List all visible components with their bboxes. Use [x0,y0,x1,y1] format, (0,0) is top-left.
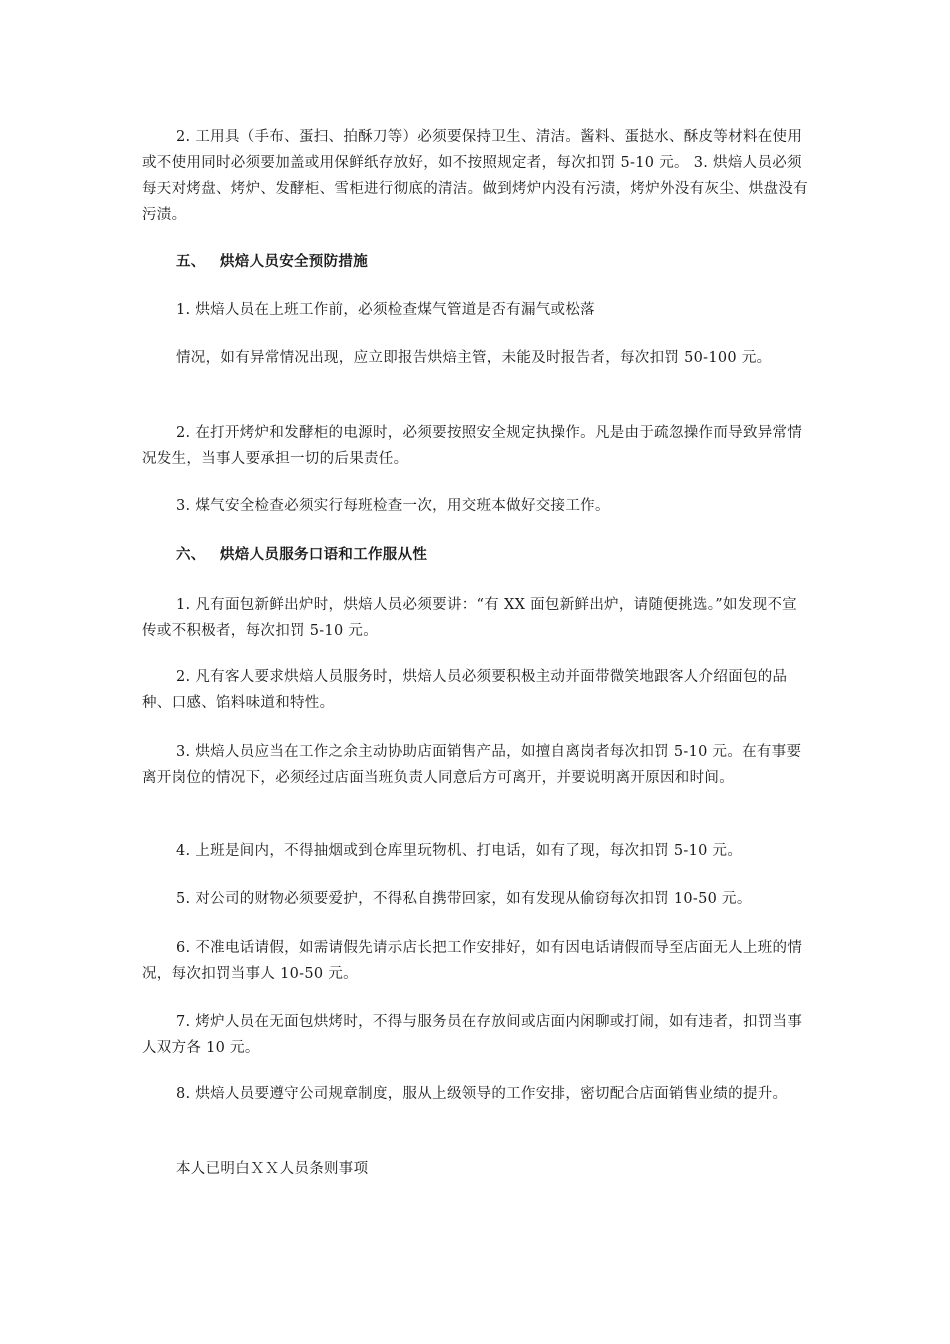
paragraph-fresh-bread-announce: 1. 凡有面包新鲜出炉时，烘焙人员必须要讲：“有 XX 面包新鲜出炉，请随便挑选。”如发现不宣传或不积极者，每次扣罚 5-10 元。 [142,597,797,639]
paragraph-customer-service: 2. 凡有客人要求烘焙人员服务时，烘焙人员必须要积极主动并面带微笑地跟客人介绍面包的品种、口感、馅料味道和特性。 [142,669,788,711]
paragraph-leave-request: 6. 不准电话请假，如需请假先请示店长把工作安排好，如有因电话请假而导至店面无人上班的情况，每次扣罚当事人 10-50 元。 [142,940,803,982]
paragraph-abnormal-report: 情况，如有异常情况出现，应立即报告烘焙主管，未能及时报告者，每次扣罚 50-100 元。 [176,350,772,366]
section-title: 烘焙人员安全预防措施 [220,253,368,270]
paragraph-no-idle-chat: 7. 烤炉人员在无面包烘烤时，不得与服务员在存放间或店面内闲聊或打闹，如有违者，扣罚当事人双方各 10 元。 [142,1014,803,1056]
section-number: 六、 [176,546,206,563]
paragraph-gas-shift-check: 3. 煤气安全检查必须实行每班检查一次，用交班本做好交接工作。 [176,498,610,514]
paragraph-power-safety: 2. 在打开烤炉和发酵柜的电源时，必须要按照安全规定执操作。凡是由于疏忽操作而导致异常情况发生，当事人要承担一切的后果责任。 [142,425,803,467]
paragraph-assist-sales: 3. 烘焙人员应当在工作之余主动协助店面销售产品，如擅自离岗者每次扣罚 5-10 元。在有事要离开岗位的情况下，必须经过店面当班负责人同意后方可离开，并要说明离开原因和时间。 [142,744,802,786]
paragraph-no-smoking: 4. 上班是间内，不得抽烟或到仓库里玩物机、打电话，如有了现，每次扣罚 5-10 元。 [176,843,743,859]
paragraph-company-property: 5. 对公司的财物必须要爱护，不得私自携带回家，如有发现从偷窃每次扣罚 10-50 元。 [176,891,752,907]
paragraph-follow-rules: 8. 烘焙人员要遵守公司规章制度，服从上级领导的工作安排，密切配合店面销售业绩的提升。 [176,1086,788,1102]
section-title: 烘焙人员服务口语和工作服从性 [220,546,428,563]
section-heading-service [176,542,427,568]
paragraph-tools-hygiene: 2. 工用具（手布、蛋扫、拍酥刀等）必须要保持卫生、清洁。酱料、蛋挞水、酥皮等材料在使用或不使用同时必须要加盖或用保鲜纸存放好，如不按照规定者，每次扣罚 5-10 元。 3. 烘焙人员必须每天对烤盘、烤炉、发酵柜、雪柜进行彻底的清洁。做到烤炉内没有污渍，烤炉外没有灰尘、烘盘没有污渍。 [142,129,808,223]
section-number: 五、 [176,253,206,270]
paragraph-acknowledgement: 本人已明白ＸＸ人员条则事项 [176,1161,369,1177]
paragraph-gas-check: 1. 烘焙人员在上班工作前，必须检查煤气管道是否有漏气或松落 [176,302,595,318]
section-heading-safety [176,249,368,275]
